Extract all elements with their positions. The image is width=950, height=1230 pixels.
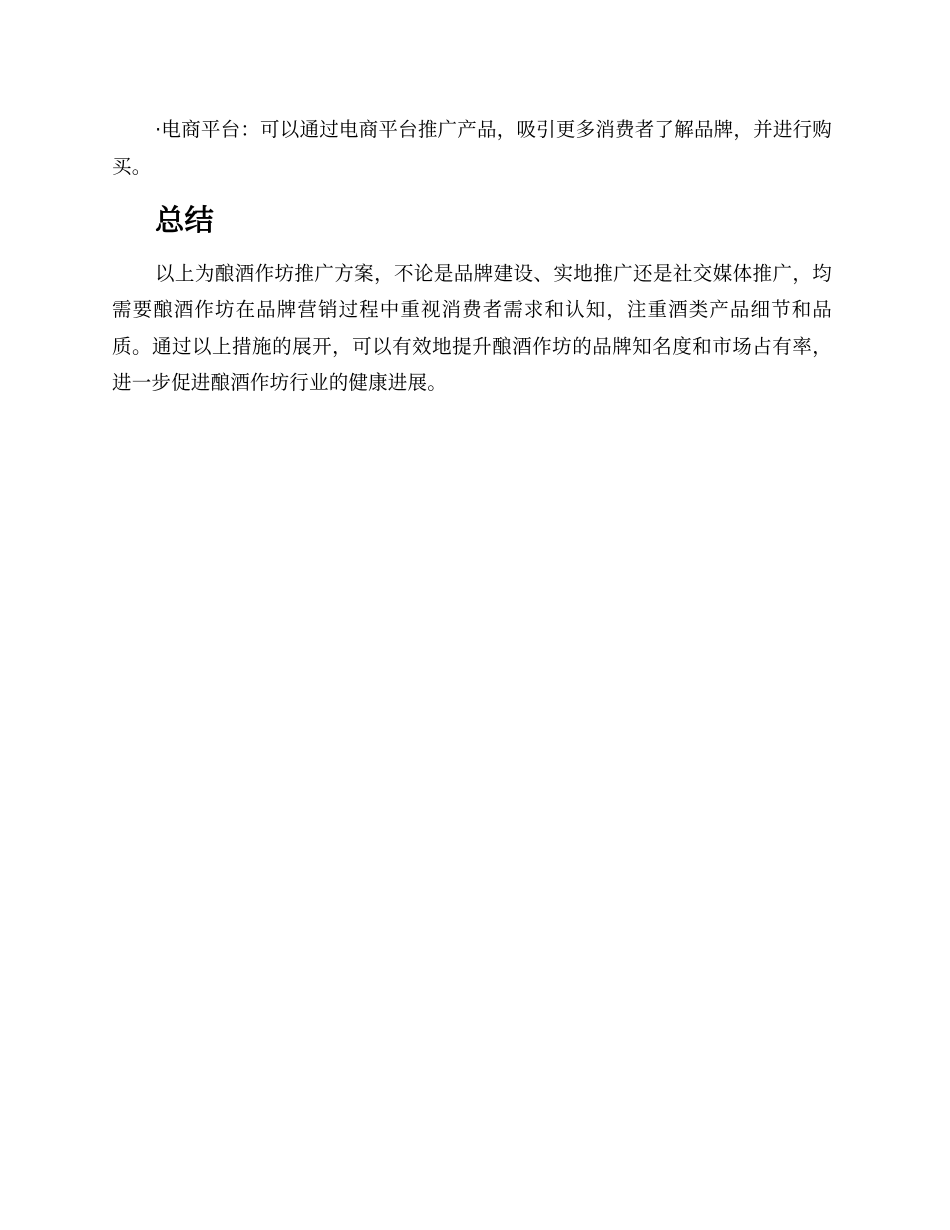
summary-paragraph: 以上为酿酒作坊推广方案，不论是品牌建设、实地推广还是社交媒体推广，均需要酿酒作坊在品牌营销过程中重视消费者需求和认知，注重酒类产品细节和品质。通过以上措施的展开，可以有效地提升酿酒作坊的品牌知名度和市场占有率，进一步促进酿酒作坊行业的健康进展。 [112, 261, 832, 394]
document-page [112, 112, 832, 402]
section-heading-summary: 总结 [155, 203, 214, 237]
ecommerce-bullet-paragraph: ·电商平台：可以通过电商平台推广产品，吸引更多消费者了解品牌，并进行购买。 [112, 118, 832, 178]
